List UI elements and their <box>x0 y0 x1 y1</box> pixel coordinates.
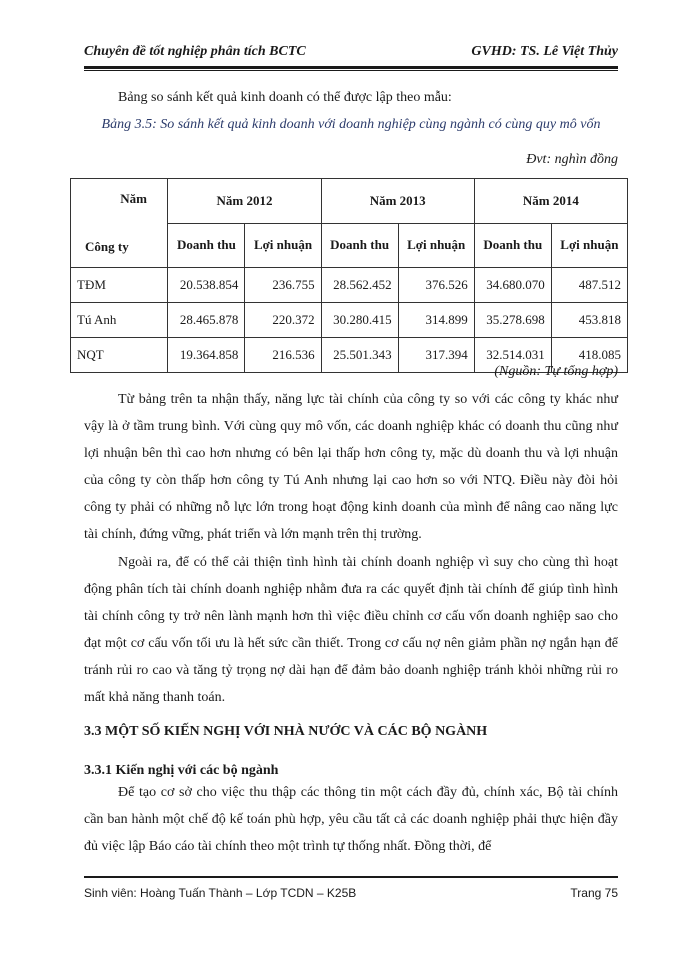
table-source: (Nguồn: Tự tổng hợp) <box>494 364 618 379</box>
table-cell: 236.755 <box>245 268 321 303</box>
year-header-2013: Năm 2013 <box>321 179 474 224</box>
subsection-heading: 3.3.1 Kiến nghị với các bộ ngành <box>84 763 279 778</box>
table-caption: Bảng 3.5: So sánh kết quả kinh doanh với doanh nghiệp cùng ngành có cùng quy mô vốn <box>101 117 601 132</box>
body-paragraph: Để tạo cơ sở cho việc thu thập các thông tin một cách đầy đủ, chính xác, Bộ tài chính cần ban hành một chế độ kế toán phù hợp, yêu cầu tất cả các doanh nghiệp phải thực hiện đầy đủ việc lập Báo cáo tài chính theo một trình tự thống nhất. Đồng thời, để <box>84 785 618 854</box>
company-name: NQT <box>71 338 168 373</box>
table-cell: 28.562.452 <box>321 268 398 303</box>
sub-header-profit: Lợi nhuận <box>398 223 474 268</box>
header-rule-thick <box>84 66 618 69</box>
table-year-header-row <box>71 179 628 224</box>
comparison-table <box>70 178 628 373</box>
table-cell: 418.085 <box>551 338 627 373</box>
year-header-2014: Năm 2014 <box>474 179 627 224</box>
section-heading: 3.3 MỘT SỐ KIẾN NGHỊ VỚI NHÀ NƯỚC VÀ CÁC BỘ NGÀNH <box>84 724 488 739</box>
company-name: Tú Anh <box>71 303 168 338</box>
company-name: TĐM <box>71 268 168 303</box>
footer-rule <box>84 876 618 878</box>
sub-header-profit: Lợi nhuận <box>245 223 321 268</box>
table-cell: 216.536 <box>245 338 321 373</box>
table-cell: 376.526 <box>398 268 474 303</box>
table-cell: 314.899 <box>398 303 474 338</box>
sub-header-profit: Lợi nhuận <box>551 223 627 268</box>
table-cell: 220.372 <box>245 303 321 338</box>
sub-header-revenue: Doanh thu <box>474 223 551 268</box>
corner-year-label: Năm <box>120 191 147 206</box>
body-paragraph: Từ bảng trên ta nhận thấy, năng lực tài chính của công ty so với các công ty khác như vậy là ở tầm trung bình. Với cùng quy mô vốn, các doanh nghiệp khác có doanh thu cũng như lợi nhuận bên thì cao hơn nhưng có bên lại thấp hơn công ty, mặc dù doanh thu và lợi nhuận của công ty còn thấp hơn công ty Tú Anh nhưng lại cao hơn so với NTQ. Điều này đòi hỏi công ty phải có những nỗ lực lớn trong hoạt động kinh doanh của mình để nâng cao năng lực tài chính, đứng vững, phát triển và lớn mạnh trên thị trường. <box>84 392 618 542</box>
intro-paragraph: Bảng so sánh kết quả kinh doanh có thể được lập theo mẫu: <box>118 90 452 105</box>
table-cell: 32.514.031 <box>474 338 551 373</box>
table-unit: Đvt: nghìn đồng <box>526 152 618 167</box>
header-topic: Chuyên đề tốt nghiệp phân tích BCTC <box>84 44 306 59</box>
page-number: Trang 75 <box>570 886 618 900</box>
table-cell: 19.364.858 <box>168 338 245 373</box>
table-cell: 453.818 <box>551 303 627 338</box>
table-row <box>71 268 628 303</box>
year-header-2012: Năm 2012 <box>168 179 321 224</box>
table-row <box>71 303 628 338</box>
table-cell: 487.512 <box>551 268 627 303</box>
table-cell: 35.278.698 <box>474 303 551 338</box>
body-paragraph: Ngoài ra, để có thể cải thiện tình hình tài chính doanh nghiệp vì suy cho cùng thì hoạt động phân tích tài chính doanh nghiệp nhằm đưa ra các quyết định tài chính để giúp tình hình tài chính công ty trở nên lành mạnh hơn thì việc điều chỉnh cơ cấu vốn doanh nghiệp sao cho đạt một cơ cấu vốn tối ưu là hết sức cần thiết. Trong cơ cấu nợ nên giảm phần nợ ngắn hạn để tránh rủi ro cao và tăng tỷ trọng nợ dài hạn để đảm bảo doanh nghiệp tránh khỏi những rủi ro mất khả năng thanh toán. <box>84 555 618 705</box>
corner-company-label: Công ty <box>85 239 129 254</box>
table-cell: 25.501.343 <box>321 338 398 373</box>
sub-header-revenue: Doanh thu <box>168 223 245 268</box>
header-rule-thin <box>84 70 618 71</box>
header-supervisor: GVHD: TS. Lê Việt Thủy <box>471 44 618 59</box>
table-cell: 20.538.854 <box>168 268 245 303</box>
page-footer <box>84 884 618 904</box>
table-cell: 34.680.070 <box>474 268 551 303</box>
page-header <box>84 40 618 66</box>
table-cell: 30.280.415 <box>321 303 398 338</box>
sub-header-revenue: Doanh thu <box>321 223 398 268</box>
table-cell: 28.465.878 <box>168 303 245 338</box>
footer-student: Sinh viên: Hoàng Tuấn Thành – Lớp TCDN – K25B <box>84 886 357 900</box>
table-cell: 317.394 <box>398 338 474 373</box>
table-corner-cell <box>71 179 168 268</box>
